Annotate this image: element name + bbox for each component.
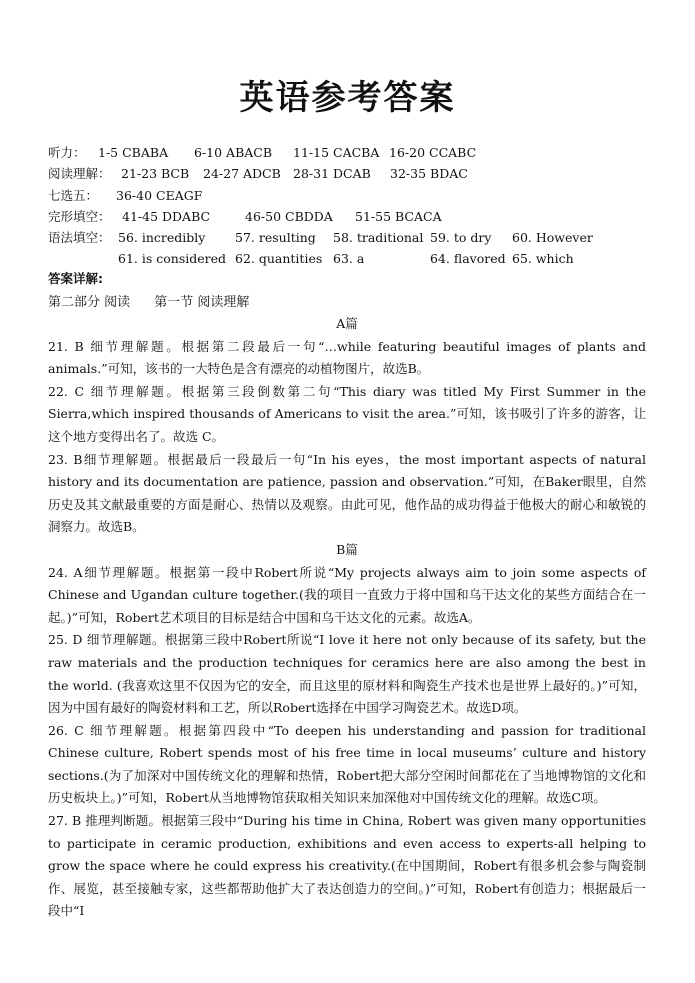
- explanation-27: 27. B 推理判断题。根据第三段中“During his time in China, Robert was given many opportunities to participate in ceramic production, exhibitions and even access to experts-all helping to grow the space where he could express his creativity.(在中国期间，Robert有很多机会参与陶瓷制作、展览，甚至接触专家，这些都帮助他扩大了表达创造力的空间。)”可知，Robert有创造力；根据最后一段中“I: [48, 813, 646, 919]
- section-label: 第一节 阅读理解: [154, 295, 250, 310]
- answer-key-item: 11-15 CACBA: [293, 145, 380, 160]
- answer-key-item: 36-40 CEAGF: [116, 187, 203, 203]
- answer-key-item: 24-27 ADCB: [203, 166, 281, 182]
- answer-key-label: 阅读理解：: [48, 166, 111, 182]
- answer-key-item: 64. flavored: [430, 251, 506, 267]
- passage-heading-b: B篇: [336, 541, 358, 557]
- passage-heading-a: A篇: [336, 316, 358, 331]
- explanation-22: 22. C 细节理解题。根据第三段倒数第二句“This diary was titled My First Summer in the Sierra,which inspired thousands of Americans to visit the area.”可知，该书吸引了许多的游客，让这个地方变得出名了。故选 C。: [48, 383, 646, 444]
- answer-key-item: 61. is considered: [118, 251, 227, 267]
- answer-key-item: 57. resulting: [235, 230, 316, 246]
- answer-key-item: 41-45 DDABC: [122, 208, 211, 224]
- details-heading: 答案详解:: [48, 271, 103, 286]
- explanation-26: 26. C 细节理解题。根据第四段中“To deepen his understanding and passion for traditional Chinese culture, Robert spends most of his free time in local museums’ culture and history sections.(为了加深对中国传统文化的理解和热情，Robert把大部分空闲时间都花在了当地博物馆的文化和历史板块上。)”可知，Robert从当地博物馆获取相关知识来加深他对中国传统文化的理解。故选C项。: [48, 722, 646, 806]
- explanation-21: 21. B 细节理解题。根据第二段最后一句“…while featuring beautiful images of plants and animals.”可知，该书的一大特色是含有漂亮的动植物图片，故选B。: [48, 338, 646, 377]
- answer-key-item: 56. incredibly: [118, 230, 206, 246]
- answer-key-item: 62. quantities: [235, 251, 323, 267]
- answer-key-row-seven-choose-five: [48, 185, 593, 206]
- answer-key-label: 七选五：: [48, 187, 99, 203]
- answer-key-label: 完形填空：: [48, 208, 111, 224]
- explanation-24: 24. A细节理解题。根据第一段中Robert所说“My projects always aim to join some aspects of Chinese and Ugandan culture together.(我的项目一直致力于将中国和乌干达文化的某些方面结合在一起。)”可知，Robert艺术项目的目标是结合中国和乌干达文化的元素。故选A。: [48, 564, 646, 625]
- answer-key-item: 16-20 CCABC: [389, 145, 477, 160]
- explanation-23: 23. B细节理解题。根据最后一段最后一句“In his eyes，the most important aspects of natural history and its documentation are patience, passion and observation.”可知，在Baker眼里，自然历史及其文献最重要的方面是耐心、热情以及观察。由此可见，他作品的成功得益于他极大的耐心和敏锐的洞察力。故选B。: [48, 451, 646, 535]
- answer-key-row-cloze: [48, 206, 593, 227]
- answer-key-row-listening: [48, 142, 593, 163]
- section-heading: [48, 291, 269, 310]
- answer-key-label: 语法填空：: [48, 230, 111, 246]
- answer-key: [48, 142, 593, 270]
- answer-key-item: 21-23 BCB: [121, 166, 190, 182]
- answer-key-item: 6-10 ABACB: [194, 145, 273, 160]
- answer-key-item: 1-5 CBABA: [98, 145, 169, 160]
- answer-key-label: 听力：: [48, 145, 86, 160]
- answer-key-item: 63. a: [333, 251, 365, 267]
- page-title: 英语参考答案: [239, 78, 456, 118]
- answer-key-item: 28-31 DCAB: [293, 166, 371, 182]
- answer-key-item: 32-35 BDAC: [390, 166, 468, 182]
- explanations: [48, 313, 646, 923]
- explanation-25: 25. D 细节理解题。根据第三段中Robert所说“I love it here not only because of its safety, but the raw materials and the production techniques for ceramics here are also among the best in the world. (我喜欢这里不仅因为它的安全，而且这里的原材料和陶瓷生产技术也是世界上最好的。)”可知，因为中国有最好的陶瓷材料和工艺，所以Robert选择在中国学习陶瓷艺术。故选D项。: [48, 632, 646, 716]
- answer-key-item: 60. However: [512, 230, 593, 246]
- answer-key-item: 65. which: [512, 251, 574, 267]
- answer-key-item: 46-50 CBDDA: [245, 208, 333, 224]
- answer-key-item: 59. to dry: [430, 230, 492, 246]
- answer-key-row-grammar-cont: [48, 248, 593, 269]
- answer-key-row-grammar: [48, 227, 593, 248]
- answer-key-item: 51-55 BCACA: [355, 208, 442, 224]
- answer-key-item: 58. traditional: [333, 230, 424, 246]
- part-label: 第二部分 阅读: [48, 295, 131, 310]
- answer-key-row-reading: [48, 163, 593, 184]
